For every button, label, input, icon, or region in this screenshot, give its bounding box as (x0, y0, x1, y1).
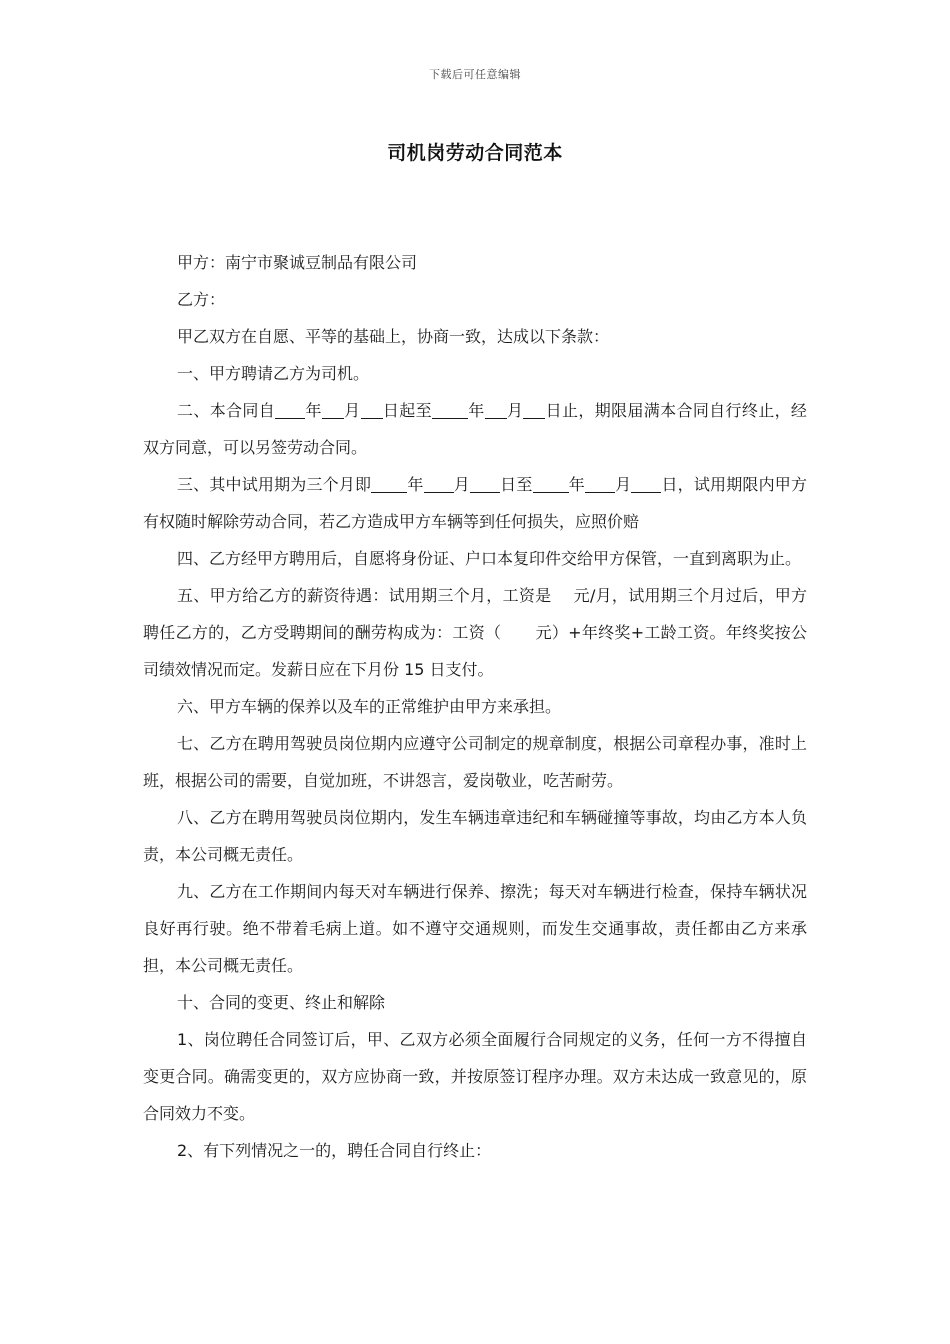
clause-2-text-c: 月 (343, 401, 361, 420)
clause-2-blank-start-day (361, 398, 383, 419)
clause-2-text-b: 年 (305, 401, 322, 420)
header-note: 下载后可任意编辑 (429, 68, 521, 81)
clause-2-blank-end-month (485, 398, 507, 419)
clause-3-text-e: 年 (568, 475, 585, 494)
clause-5-text-c: 元）+年终奖+工龄工资。年终奖按公司绩效情况而定。发薪日应在下月份 15 日支付。 (143, 623, 807, 679)
clause-9: 九、乙方在工作期间内每天对车辆进行保养、擦洗；每天对车辆进行检查，保持车辆状况良好再行驶。绝不带着毛病上道。如不遵守交通规则，而发生交通事故，责任都由乙方来承担，本公司概无责任。 (143, 882, 807, 975)
clause-4: 四、乙方经甲方聘用后，自愿将身份证、户口本复印件交给甲方保管，一直到离职为止。 (177, 549, 802, 568)
clause-3-blank-end-day (631, 472, 661, 493)
clause-2-text-d: 日起至 (382, 401, 432, 420)
clause-3-text-g: 日，试用期限内甲方有权随时解除劳动合同，若乙方造成甲方车辆等到任何损失，应照价赔 (143, 475, 807, 531)
document-title: 司机岗劳动合同范本 (387, 142, 563, 164)
party-b-line: 乙方： (177, 290, 226, 309)
clause-2-blank-start-month (322, 398, 344, 419)
clause-2-blank-start-year (275, 398, 305, 419)
clause-3-text-b: 年 (407, 475, 424, 494)
clause-5-text-a: 五、甲方给乙方的薪资待遇：试用期三个月，工资是 (177, 586, 552, 605)
clause-7: 七、乙方在聘用驾驶员岗位期内应遵守公司制定的规章制度，根据公司章程办事，准时上班，根据公司的需要，自觉加班，不讲怨言，爱岗敬业，吃苦耐劳。 (143, 734, 807, 790)
clause-6: 六、甲方车辆的保养以及车的正常维护由甲方来承担。 (177, 697, 562, 716)
party-a-line: 甲方：南宁市聚诚豆制品有限公司 (177, 253, 418, 272)
clause-3 (143, 466, 807, 540)
clause-2-blank-end-year (432, 398, 468, 419)
clause-3-blank-end-year (533, 472, 569, 493)
clause-10-item-1: 1、岗位聘任合同签订后，甲、乙双方必须全面履行合同规定的义务，任何一方不得擅自变更合同。确需变更的，双方应协商一致，并按原签订程序办理。双方未达成一致意见的，原合同效力不变。 (143, 1030, 807, 1123)
clause-8: 八、乙方在聘用驾驶员岗位期内，发生车辆违章违纪和车辆碰撞等事故，均由乙方本人负责，本公司概无责任。 (143, 808, 807, 864)
clause-3-blank-start-month (424, 472, 454, 493)
clause-2-text-e: 年 (467, 401, 485, 420)
clause-2-text-g: 日止，期限届满本合同自行终止，经双方同意，可以另签劳动合同。 (143, 401, 807, 457)
clause-3-text-c: 月 (453, 475, 470, 494)
clause-3-blank-start-day (470, 472, 500, 493)
clause-3-text-a: 三、其中试用期为三个月即 (177, 475, 372, 494)
clause-2-text-f: 月 (506, 401, 524, 420)
clause-3-blank-start-year (371, 472, 407, 493)
clause-2-text-a: 二、本合同自 (177, 401, 276, 420)
clause-1: 一、甲方聘请乙方为司机。 (177, 364, 370, 383)
clause-3-text-d: 日至 (499, 475, 533, 494)
clause-5 (143, 577, 807, 688)
clause-5-text-b: 元/月，试用期三个月过后，甲方聘任乙方的，乙方受聘期间的酬劳构成为：工资（ (143, 586, 807, 642)
clause-10-item-2: 2、有下列情况之一的，聘任合同自行终止： (177, 1141, 492, 1160)
intro-paragraph: 甲乙双方在自愿、平等的基础上，协商一致，达成以下条款： (177, 327, 610, 346)
clause-2-blank-end-day (523, 398, 545, 419)
clause-10-heading: 十、合同的变更、终止和解除 (177, 993, 386, 1012)
clause-3-text-f: 月 (614, 475, 632, 494)
document-body (143, 244, 807, 1169)
clause-2 (143, 392, 807, 466)
clause-3-blank-end-month (585, 472, 615, 493)
